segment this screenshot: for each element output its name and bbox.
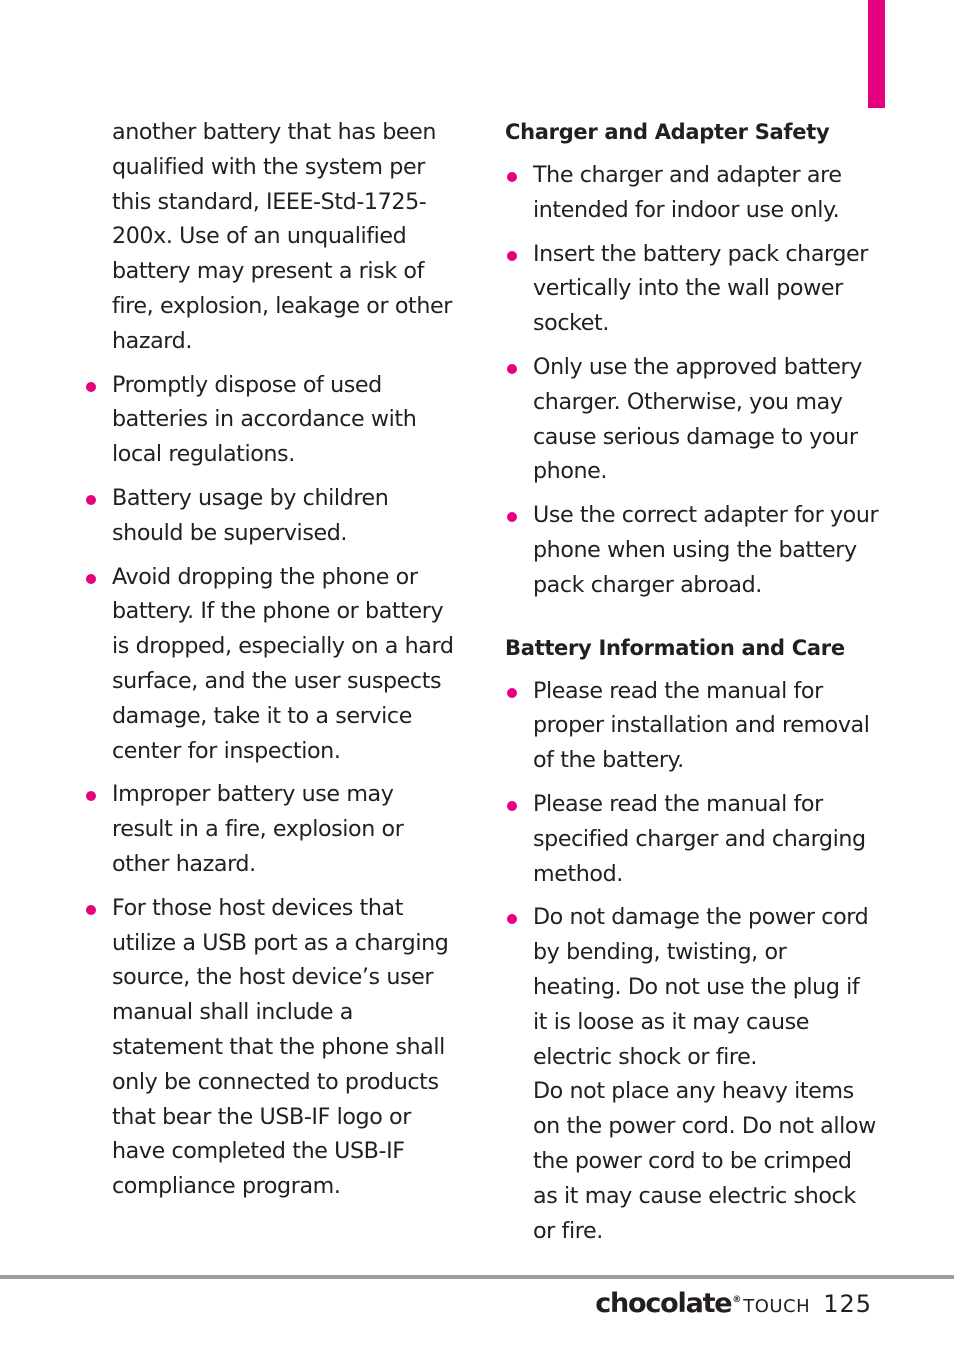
list-item (505, 237, 880, 341)
continuation-paragraph: another battery that has been qualified with the system per this standard, IEEE-Std-1725-200x. Use of an unqualified battery may present a risk of fire, explosion, leakage or other hazard. (112, 119, 452, 354)
bullet-icon (507, 914, 517, 924)
brand-suffix: TOUCH (743, 1296, 811, 1317)
list-item (84, 481, 456, 551)
bullet-text: Use the correct adapter for your phone when using the battery pack charger abroad. (533, 502, 879, 598)
trademark-mark: ® (732, 1295, 741, 1305)
right-column (505, 115, 880, 1248)
bullet-text: Insert the battery pack charger vertically into the wall power socket. (533, 240, 869, 337)
bullet-icon (507, 688, 517, 698)
bullet-icon (86, 574, 96, 584)
bullet-text: Only use the approved battery charger. Otherwise, you may cause serious damage to your phone. (533, 353, 862, 485)
brand-logo (595, 1288, 740, 1319)
section-heading: Battery Information and Care (505, 635, 845, 660)
list-item (84, 560, 456, 769)
bullet-text: The charger and adapter are intended for indoor use only. (533, 162, 842, 223)
brand-name: chocolate (595, 1288, 732, 1319)
page-number: 125 (823, 1290, 872, 1318)
list-item (505, 674, 880, 778)
bullet-icon (507, 172, 517, 182)
bullet-icon (507, 512, 517, 522)
list-item (84, 368, 456, 472)
left-column (84, 115, 456, 1204)
list-item (84, 891, 456, 1204)
section-tab-marker (868, 0, 885, 108)
list-item (84, 777, 456, 881)
page-footer (595, 1288, 872, 1319)
list-item (505, 900, 880, 1248)
bullet-icon (507, 364, 517, 374)
bullet-icon (86, 382, 96, 392)
list-item (505, 498, 880, 602)
section-heading: Charger and Adapter Safety (505, 120, 830, 144)
bullet-icon (86, 495, 96, 505)
bullet-continuation: Do not place any heavy items on the power cord. Do not allow the power cord to be crimped as it may cause electric shock or fire. (533, 1078, 876, 1244)
list-item (505, 787, 880, 891)
list-item (505, 350, 880, 489)
bullet-icon (86, 905, 96, 915)
bullet-icon (86, 791, 96, 801)
bullet-text: Battery usage by children should be supervised. (112, 484, 389, 546)
bullet-text: Please read the manual for specified charger and charging method. (533, 790, 866, 887)
bullet-text: Please read the manual for proper installation and removal of the battery. (533, 677, 870, 774)
bullet-text: Promptly dispose of used batteries in accordance with local regulations. (112, 371, 417, 468)
footer-divider (0, 1275, 954, 1279)
bullet-text: Improper battery use may result in a fire, explosion or other hazard. (112, 781, 404, 877)
list-item (505, 158, 880, 228)
bullet-text: Avoid dropping the phone or battery. If the phone or battery is dropped, especially on a hard surface, and the user suspects damage, take it to a service center for inspection. (112, 563, 454, 764)
bullet-text: Do not damage the power cord by bending, twisting, or heating. Do not use the plug if it is loose as it may cause electric shock or fire. (533, 904, 869, 1070)
bullet-icon (507, 251, 517, 261)
bullet-text: For those host devices that utilize a USB port as a charging source, the host device’s user manual shall include a statement that the phone shall only be connected to products that bear the USB-IF logo or have completed the USB-IF compliance program. (112, 894, 449, 1200)
bullet-icon (507, 801, 517, 811)
